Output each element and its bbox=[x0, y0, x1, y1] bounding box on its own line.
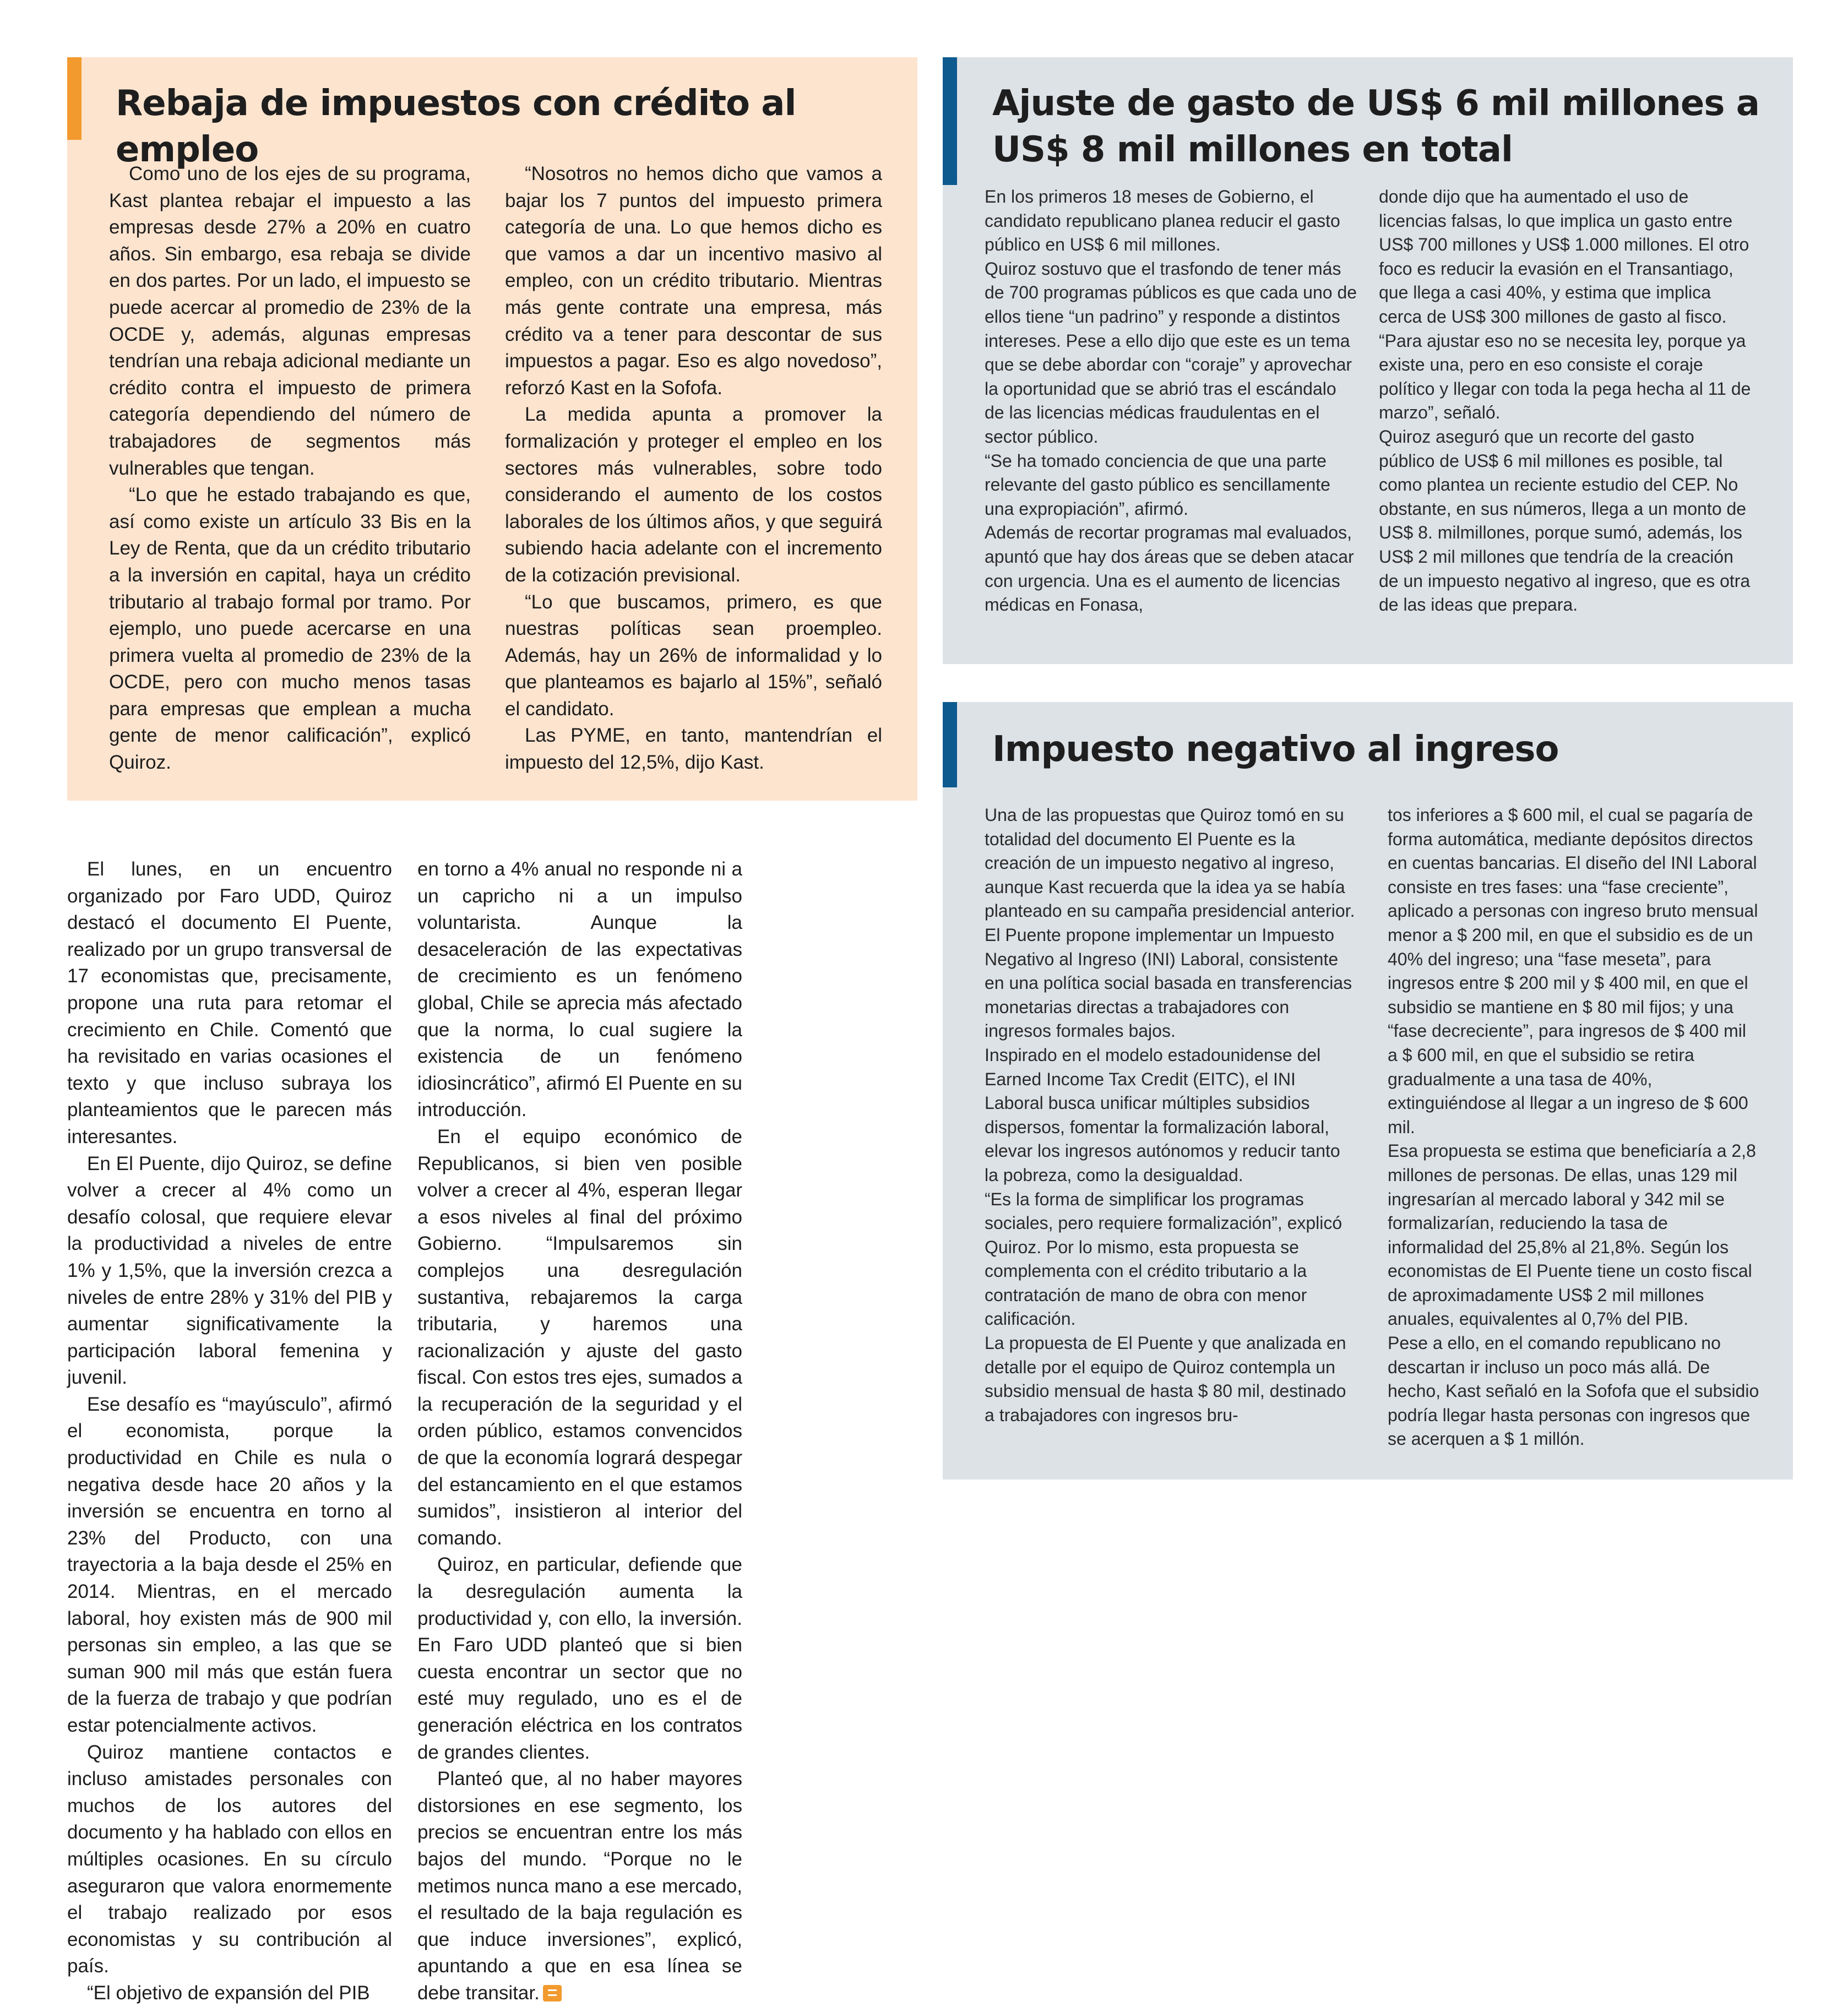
box-accent-bar bbox=[943, 57, 957, 185]
box-column-left bbox=[985, 185, 1359, 617]
article-column-left bbox=[67, 856, 392, 2007]
paragraph: El Puente propone implementar un Impuesto Negativo al Ingreso (INI) Laboral, consistente en una política social basada en transferencias monetarias directas a trabajadores con ingresos formales bajos. bbox=[985, 924, 1352, 1041]
paragraph: Una de las propuestas que Quiroz tomó en su totalidad del documento El Puente es la creación de un impuesto negativo al ingreso, aunque Kast recuerda que la idea ya se había planteado en su campaña presidencial anterior. bbox=[985, 805, 1355, 921]
paragraph: tos inferiores a $ 600 mil, el cual se pagaría de forma automática, mediante depósitos directos en cuentas bancarias. El diseño del INI Laboral consiste en tres fases: una “fase creciente”, aplicado a personas con ingreso bruto mensual menor a $ 200 mil, en que el subsidio es de un 40% del ingreso; una “fase meseta”, para ingresos entre $ 200 mil y $ 400 mil, en que el subsidio se mantiene en $ 80 mil fijos; y una “fase decreciente”, para ingresos de $ 400 mil a $ 600 mil, en que el subsidio se retira gradualmente a una tasa de 40%, extinguiéndose al llegar a un ingreso de $ 600 mil. bbox=[1388, 805, 1758, 1137]
paragraph: Quiroz aseguró que un recorte del gasto público de US$ 6 mil millones es posible, tal como plantea un reciente estudio del CEP. No obstante, en sus números, llega a un monto de US$ 8. milmillones, porque sumó, además, los US$ 2 mil millones que tendría de la creación de un impuesto negativo al ingreso, que es otra de las ideas que prepara. bbox=[1379, 426, 1751, 615]
paragraph: Ese desafío es “mayúsculo”, afirmó el economista, porque la productividad en Chile es nula o negativa desde hace 20 años y la inversión se encuentra en torno al 23% del Producto, con una trayectoria a la baja desde el 25% en 2014. Mientras, en el mercado laboral, hoy existen más de 900 mil personas sin empleo, a las que se suman 900 mil más que están fuera de la fuerza de trabajo y que podrían estar potencialmente activos. bbox=[67, 1393, 392, 1736]
paragraph: La medida apunta a promover la formalización y proteger el empleo en los sectores más vulnerables, sobre todo considerando el aumento de los costos laborales de los últimos años, y que seguirá subiendo hacia adelante con el incremento de la cotización previsional. bbox=[505, 404, 882, 586]
paragraph: Quiroz mantiene contactos e incluso amistades personales con muchos de los autores del documento y ha hablado con ellos en múltiples ocasiones. En su círculo aseguraron que valora enormemente el trabajo realizado por esos economistas y su contribución al país. bbox=[67, 1741, 392, 1977]
paragraph: Esa propuesta se estima que beneficiaría a 2,8 millones de personas. De ellas, unas 129 mil ingresarían al mercado laboral y 342 mil se formalizarían, reduciendo la tasa de informalidad del 25,8% al 21,8%. Según los economistas de El Puente tiene un costo fiscal de aproximadamente US$ 2 mil millones anuales, equivalentes al 0,7% del PIB. bbox=[1388, 1141, 1756, 1329]
paragraph: La propuesta de El Puente y que analizada en detalle por el equipo de Quiroz contempla un subsidio mensual de hasta $ 80 mil, destinado a trabajadores con ingresos bru- bbox=[985, 1333, 1346, 1425]
paragraph: “El objetivo de expansión del PIB bbox=[87, 1982, 370, 2004]
paragraph: donde dijo que ha aumentado el uso de licencias falsas, lo que implica un gasto entre US$ 700 millones y US$ 1.000 millones. El otro foco es reducir la evasión en el Transantiago, que llega a casi 40%, y estima que implica cerca de US$ 300 millones de gasto al fisco. “Para ajustar eso no se necesita ley, porque ya existe una, pero en eso consiste el coraje político y llegar con toda la pega hecha al 11 de marzo”, señaló. bbox=[1379, 187, 1751, 423]
box-accent-bar bbox=[943, 702, 957, 787]
box-title: Impuesto negativo al ingreso bbox=[992, 729, 1559, 770]
sidebar-box-tax-cut bbox=[67, 57, 917, 801]
paragraph-text: Planteó que, al no haber mayores distorsiones en ese segmento, los precios se encuentran entre los más bajos del mundo. “Porque no le metimos nunca mano a ese mercado, el resultado de la baja regulación es que induce inversiones”, explicó, apuntando a que en esa línea se debe transitar. bbox=[417, 1768, 742, 2004]
box-title: Rebaja de impuestos con crédito al empleo bbox=[116, 83, 796, 170]
paragraph: en torno a 4% anual no responde ni a un capricho ni a un impulso voluntarista. Aunque la desaceleración de las expectativas de crecimiento es un fenómeno global, Chile se aprecia más afectado que la norma, lo cual sugiere la existencia de un fenómeno idiosincrático”, afirmó El Puente en su introducción. bbox=[417, 858, 742, 1121]
paragraph: En el equipo económico de Republicanos, si bien ven posible volver a crecer al 4%, esperan llegar a esos niveles al final del próximo Gobierno. “Impulsaremos sin complejos una desregulación sustantiva, rebajaremos la carga tributaria, y haremos una racionalización y ajuste del gasto fiscal. Con estos tres ejes, sumados a la recuperación de la seguridad y el orden público, estamos convencidos de que la economía logrará despegar del estancamiento en el que estamos sumidos”, insistieron al interior del comando. bbox=[417, 1125, 742, 1549]
paragraph: Inspirado en el modelo estadounidense del Earned Income Tax Credit (EITC), el INI Laboral busca unificar múltiples subsidios dispersos, fomentar la formalización laboral, elevar los ingresos autónomos y reducir tanto la pobreza, como la desigualdad. bbox=[985, 1045, 1340, 1185]
paragraph: En los primeros 18 meses de Gobierno, el candidato republicano planea reducir el gasto público en US$ 6 mil millones. bbox=[985, 187, 1340, 255]
paragraph: El lunes, en un encuentro organizado por Faro UDD, Quiroz destacó el documento El Puente, realizado por un grupo transversal de 17 economistas que, precisamente, propone una ruta para retomar el crecimiento en Chile. Comentó que ha revisitado en varias ocasiones el texto y que incluso subraya los planteamientos que le parecen más interesantes. bbox=[67, 858, 392, 1147]
paragraph: En El Puente, dijo Quiroz, se define volver a crecer al 4% como un desafío colosal, que requiere elevar la productividad a niveles de entre 1% y 1,5%, que la inversión crezca a niveles de entre 28% y 31% del PIB y aumentar significativamente la participación laboral femenina y juvenil. bbox=[67, 1152, 392, 1389]
paragraph-final bbox=[417, 1766, 742, 2006]
paragraph: Como uno de los ejes de su programa, Kast plantea rebajar el impuesto a las empresas desde 27% a 20% en cuatro años. Sin embargo, esa rebaja se divide en dos partes. Por un lado, el impuesto se puede acercar al promedio de 23% de la OCDE y, además, algunas empresas tendrían una rebaja adicional mediante un crédito contra el impuesto de primera categoría dependiendo del número de trabajadores de segmentos más vulnerables que tengan. bbox=[109, 163, 471, 479]
paragraph: Pese a ello, en el comando republicano no descartan ir incluso un poco más allá. De hecho, Kast señaló en la Sofofa que el subsidio podría llegar hasta personas con ingresos que se acerquen a $ 1 millón. bbox=[1388, 1333, 1759, 1449]
paragraph: “Se ha tomado conciencia de que una parte relevante del gasto público es sencillamente una expropiación”, afirmó. bbox=[985, 450, 1330, 519]
sidebar-box-negative-income-tax bbox=[943, 702, 1793, 1480]
box-column-left bbox=[109, 161, 471, 776]
paragraph: “Nosotros no hemos dicho que vamos a bajar los 7 puntos del impuesto primera categoría de una. Lo que hemos dicho es que vamos a dar un incentivo masivo al empleo, con un crédito tributario. Mientras más gente contrate una empresa, más crédito va a tener para descontar de sus impuestos a pagar. Eso es algo novedoso”, reforzó Kast en la Sofofa. bbox=[505, 163, 882, 399]
box-title: Ajuste de gasto de US$ 6 mil millones a US$ 8 mil millones en total bbox=[992, 83, 1759, 170]
paragraph: Quiroz, en particular, defiende que la desregulación aumenta la productividad y, con ello, la inversión. En Faro UDD planteó que si bien cuesta encontrar un sector que no esté muy regulado, uno es el de generación eléctrica en los contratos de grandes clientes. bbox=[417, 1554, 742, 1763]
paragraph: Las PYME, en tanto, mantendrían el impuesto del 12,5%, dijo Kast. bbox=[505, 725, 882, 774]
box-column-right bbox=[1388, 803, 1760, 1451]
publication-logo-icon bbox=[543, 1985, 562, 2001]
sidebar-box-spending-cut bbox=[943, 57, 1793, 664]
paragraph: “Es la forma de simplificar los programas sociales, pero requiere formalización”, explicó Quiroz. Por lo mismo, esta propuesta se complementa con el crédito tributario a la contratación de mano de obra con menor calificación. bbox=[985, 1189, 1342, 1329]
paragraph: Además de recortar programas mal evaluados, apuntó que hay dos áreas que se deben atacar con urgencia. Una es el aumento de licencias médicas en Fonasa, bbox=[985, 523, 1354, 615]
paragraph: Quiroz sostuvo que el trasfondo de tener más de 700 programas públicos es que cada uno de ellos tiene “un padrino” y responde a distintos intereses. Pese a ello dijo que este es un tema que se debe abordar con “coraje” y aprovechar la oportunidad que se abrió tras el escándalo de las licencias médicas fraudulentas en el sector público. bbox=[985, 258, 1357, 447]
box-column-left bbox=[985, 803, 1357, 1427]
box-column-right bbox=[505, 161, 882, 776]
paragraph: “Lo que he estado trabajando es que, así como existe un artículo 33 Bis en la Ley de Renta, que da un crédito tributario a la inversión en capital, haya un crédito tributario al trabajo formal por tramo. Por ejemplo, uno puede acercarse en una primera vuelta al promedio de 23% de la OCDE, pero con mucho menos tasas para empresas que emplean a mucha gente de menor calificación”, explicó Quiroz. bbox=[109, 484, 471, 774]
box-accent-bar bbox=[67, 57, 81, 140]
box-column-right bbox=[1379, 185, 1753, 617]
paragraph: “Lo que buscamos, primero, es que nuestras políticas sean proempleo. Además, hay un 26% de informalidad y lo que planteamos es bajarlo al 15%”, señaló el candidato. bbox=[505, 591, 882, 720]
article-column-right bbox=[417, 856, 742, 2007]
